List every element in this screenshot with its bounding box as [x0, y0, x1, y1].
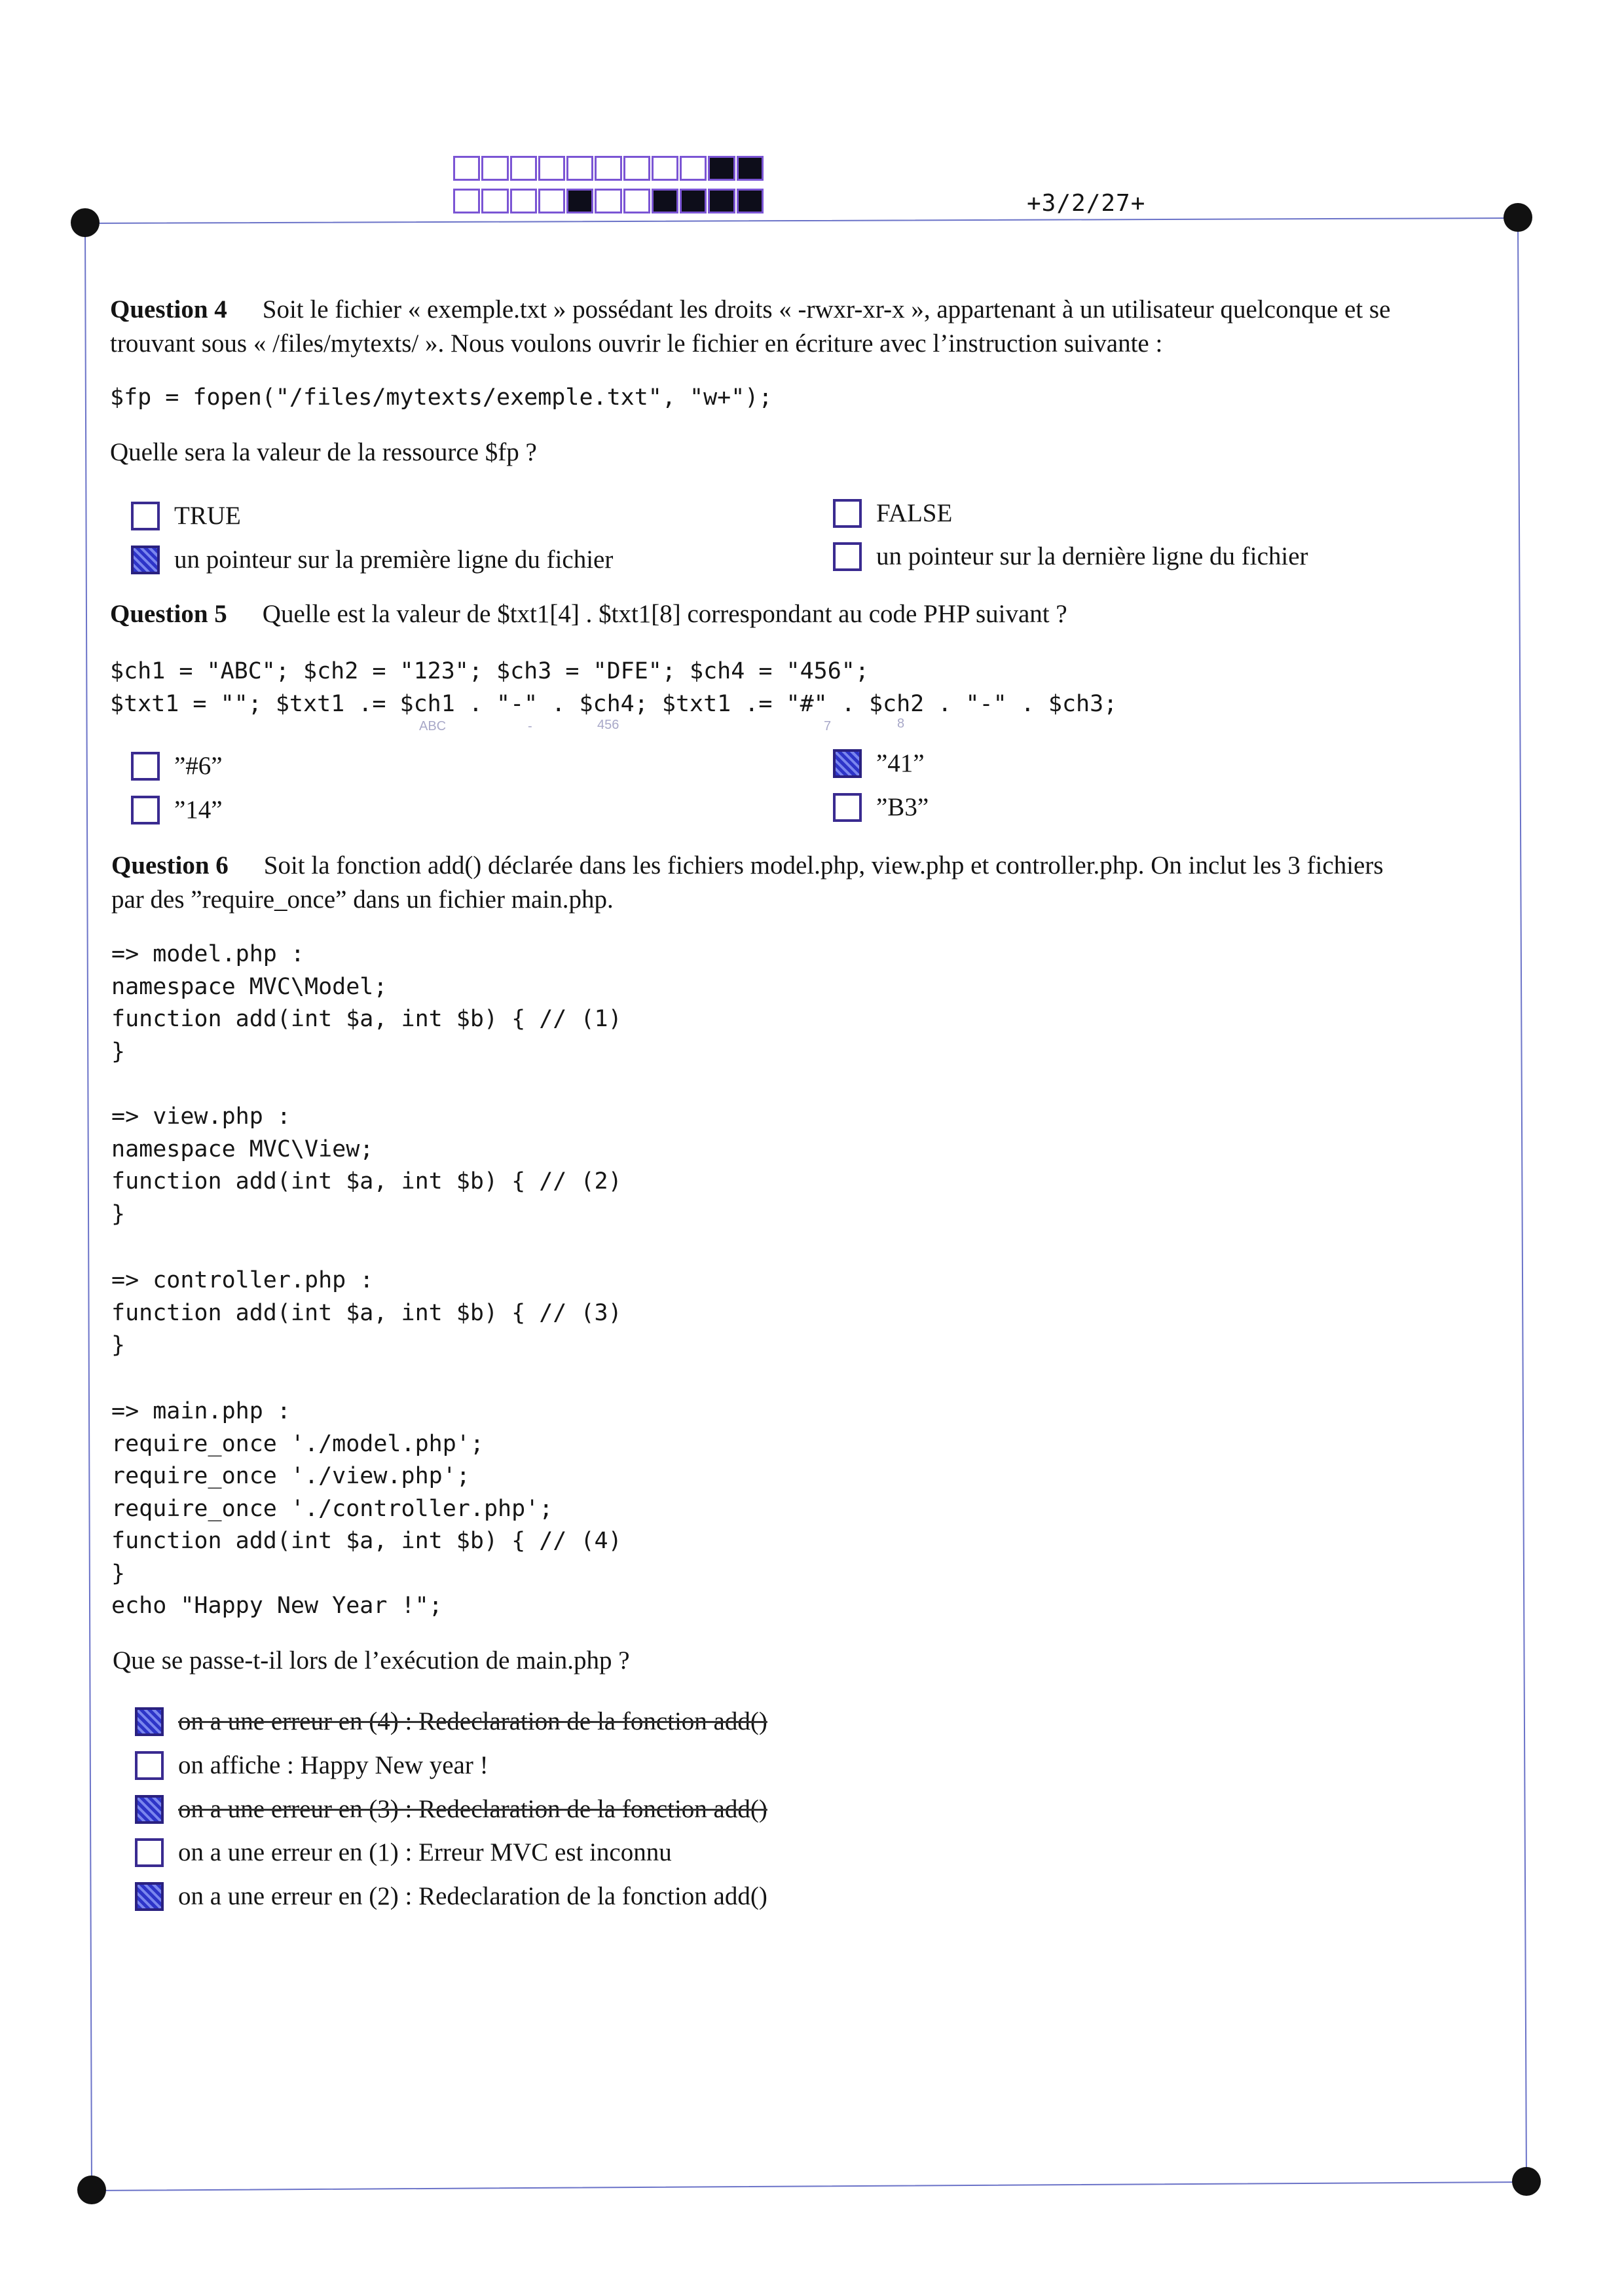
q4-text-line2: trouvant sous « /files/mytexts/ ». Nous voulons ouvrir le fichier en écriture avec l’instruction suivante : — [110, 329, 1163, 358]
q6-option-3[interactable] — [135, 1794, 767, 1825]
q6-option-5-label: on a une erreur en (2) : Redeclaration de la fonction add() — [178, 1882, 767, 1910]
id-grid-cell — [566, 189, 593, 213]
q6-option-3-label: on a une erreur en (3) : Redeclaration de la fonction add() — [178, 1795, 767, 1823]
q5-option-4-checkbox[interactable] — [833, 793, 862, 822]
q4-option-first-line-checkbox[interactable] — [131, 546, 160, 574]
q5-option-3-checkbox[interactable] — [131, 796, 160, 824]
id-grid-cell — [623, 189, 650, 213]
q5-code-line1: $ch1 = "ABC"; $ch2 = "123"; $ch3 = "DFE"; $ch4 = "456"; — [110, 658, 869, 684]
id-grid-cell — [652, 156, 678, 181]
q5-code-line2: $txt1 = ""; $txt1 .= $ch1 . "-" . $ch4; $txt1 .= "#" . $ch2 . "-" . $ch3; — [110, 691, 1118, 717]
q6-option-5-checkbox[interactable] — [135, 1882, 164, 1911]
id-grid-cell — [453, 156, 480, 181]
q5-option-1-checkbox[interactable] — [131, 752, 160, 781]
id-grid-cell — [481, 189, 508, 213]
id-grid-cell — [737, 156, 764, 181]
q5-statement — [110, 597, 1505, 631]
q4-option-last-line[interactable] — [833, 541, 1308, 572]
q5-option-1[interactable] — [131, 750, 223, 782]
q6-option-4[interactable] — [135, 1837, 672, 1868]
id-grid-cell — [538, 156, 565, 181]
pencil-note: 456 — [597, 718, 619, 732]
q5-option-3-label: ”14” — [174, 796, 223, 824]
id-grid-cell — [510, 156, 537, 181]
q6-option-3-checkbox[interactable] — [135, 1795, 164, 1824]
q5-option-4-label: ”B3” — [876, 793, 929, 821]
q4-option-last-line-checkbox[interactable] — [833, 542, 862, 571]
q4-option-last-line-label: un pointeur sur la dernière ligne du fichier — [876, 542, 1308, 570]
id-grid-cell — [623, 156, 650, 181]
corner-mark-top-left — [71, 208, 100, 237]
q6-code-controller: => controller.php : function add(int $a, int $b) { // (3) } — [111, 1267, 622, 1358]
id-grid-cell — [481, 156, 508, 181]
corner-mark-top-right — [1504, 203, 1532, 232]
id-grid-cell — [538, 189, 565, 213]
q4-option-first-line[interactable] — [131, 544, 613, 576]
q5-option-2-label: ”41” — [876, 749, 925, 777]
corner-mark-bottom-right — [1512, 2167, 1541, 2196]
id-grid-cell — [708, 156, 735, 181]
pencil-note: 7 — [824, 719, 832, 733]
q4-statement — [110, 293, 1505, 361]
q4-option-false[interactable] — [833, 498, 952, 529]
q4-option-true-checkbox[interactable] — [131, 502, 160, 530]
q5-text: Quelle est la valeur de $txt1[4] . $txt1[8] correspondant au code PHP suivant ? — [262, 600, 1067, 628]
q6-option-5[interactable] — [135, 1881, 767, 1912]
q6-label: Question 6 — [111, 851, 229, 880]
q6-option-1-checkbox[interactable] — [135, 1707, 164, 1736]
q5-option-2[interactable] — [833, 748, 925, 779]
q6-code-view: => view.php : namespace MVC\View; function add(int $a, int $b) { // (2) } — [111, 1103, 622, 1227]
q6-option-4-checkbox[interactable] — [135, 1838, 164, 1867]
id-grid-row-2 — [453, 189, 764, 213]
q4-option-true[interactable] — [131, 500, 241, 532]
id-grid-cell — [595, 156, 621, 181]
id-grid-row-1 — [453, 156, 764, 181]
pencil-note: - — [528, 719, 532, 733]
q5-option-3[interactable] — [131, 794, 223, 826]
pencil-note: ABC — [419, 719, 447, 733]
q6-text-line2: par des ”require_once” dans un fichier main.php. — [111, 885, 614, 914]
q6-option-2[interactable] — [135, 1750, 489, 1781]
id-grid-cell — [652, 189, 678, 213]
q6-option-1-label: on a une erreur en (4) : Redeclaration de la fonction add() — [178, 1707, 767, 1735]
q6-option-2-label: on affiche : Happy New year ! — [178, 1751, 489, 1779]
q6-code-main: => main.php : require_once './model.php'; require_once './view.php'; require_once './controller.php'; function add(int $a, int $b) { // (4) } echo "Happy New Year !"; — [111, 1398, 622, 1619]
pencil-note: 8 — [897, 716, 905, 731]
id-grid-cell — [708, 189, 735, 213]
q4-code: $fp = fopen("/files/mytexts/exemple.txt", "w+"); — [110, 384, 773, 411]
q4-option-false-label: FALSE — [876, 499, 953, 527]
corner-mark-bottom-left — [77, 2176, 106, 2204]
q5-label: Question 5 — [110, 600, 227, 628]
q4-label: Question 4 — [110, 295, 227, 324]
id-grid-cell — [680, 156, 707, 181]
q4-text-line1: Soit le fichier « exemple.txt » possédant les droits « -rwxr-xr-x », appartenant à un utilisateur quelconque et se — [262, 295, 1391, 324]
q6-statement — [111, 849, 1506, 917]
q4-option-false-checkbox[interactable] — [833, 499, 862, 528]
q6-prompt: Que se passe-t-il lors de l’exécution de main.php ? — [113, 1646, 630, 1675]
id-grid-cell — [453, 189, 480, 213]
q4-option-true-label: TRUE — [174, 502, 241, 530]
q5-option-2-checkbox[interactable] — [833, 749, 862, 778]
q6-option-1[interactable] — [135, 1706, 767, 1737]
q6-option-2-checkbox[interactable] — [135, 1751, 164, 1780]
page-id: +3/2/27+ — [1027, 190, 1146, 217]
id-grid-cell — [510, 189, 537, 213]
q4-prompt: Quelle sera la valeur de la ressource $fp ? — [110, 438, 537, 466]
q4-option-first-line-label: un pointeur sur la première ligne du fichier — [174, 546, 614, 574]
q5-option-1-label: ”#6” — [174, 752, 223, 780]
q6-option-4-label: on a une erreur en (1) : Erreur MVC est inconnu — [178, 1838, 672, 1866]
q5-option-4[interactable] — [833, 792, 929, 823]
id-grid-cell — [737, 189, 764, 213]
q6-text-line1: Soit la fonction add() déclarée dans les fichiers model.php, view.php et controller.php. On inclut les 3 fichiers — [263, 851, 1384, 880]
id-grid-cell — [595, 189, 621, 213]
q6-code-model: => model.php : namespace MVC\Model; function add(int $a, int $b) { // (1) } — [111, 941, 622, 1065]
id-grid-cell — [680, 189, 707, 213]
id-grid-cell — [566, 156, 593, 181]
